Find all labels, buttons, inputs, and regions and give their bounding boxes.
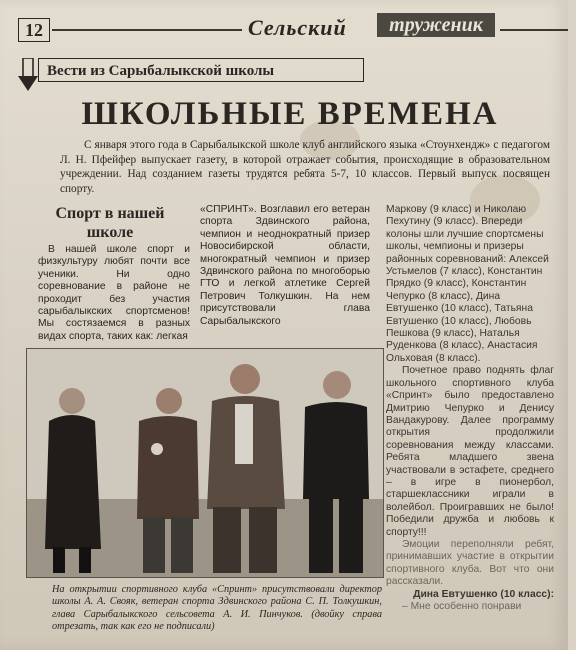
news-photo: [26, 348, 384, 578]
page-number: 12: [18, 18, 50, 42]
column-3-paragraph: Эмоции переполняли ребят, принимавших участие в открытии спортивного клуба. Вот что они рассказали.: [386, 538, 554, 588]
column-3-list: Маркову (9 класс) и Николаю Пехутину (9 класс). Впереди колоны шли лучшие спортсмены школы, чемпионы и призеры районных соревнований: Алексей Устьмелов (7 класс), Константин Прядко (9 класс), Константин Чепурко (8 класс), Дина Евтушенко (10 класс), Татьяна Евтушенко (10 класс), Любовь Пешкова (9 класс), Наталья Руденкова (8 класс), Анастасия Ольховая (8 класс).: [386, 204, 549, 364]
column-2-text: «СПРИНТ». Возглавил его ветеран спорта Здвинского района, чемпион и неоднократный призер Новосибирской области, многократный чемпион и призер Здвинского района по многоборью ГТО и легкой атлетике Сергей Петрович Толкушкин. На нем присутствовали глава Сарыбалыкского: [200, 204, 370, 327]
section-title: Вести из Сарыбалыкской школы: [38, 58, 364, 82]
column-1-text: В нашей школе спорт и физкультуру любят почти все ученики. Ни одно соревнование в районе не проходит без участия сарыбалыкских спортсменов! Мы состязаемся в разных видах спорта, таких как: легкая: [38, 244, 190, 342]
sub-headline: Спорт в нашей школе: [55, 205, 165, 241]
column-3-paragraph: Почетное право поднять флаг школьного спортивного клуба «Спринт» было предоставлено Дмитрию Чепурко и Денису Вандакурову. Далее программу открытия продолжили соревнования между классами. Ребята младшего звена участвовали в эстафете, среднего – в игре в пионербол, старшеклассники играли в волейбол. Проигравших не было! Победили дружба и любовь к спорту!!!: [386, 365, 554, 538]
article-headline: ШКОЛЬНЫЕ ВРЕМЕНА: [81, 96, 499, 132]
column-3-tail: – Мне особенно понрави: [402, 601, 522, 612]
down-arrow-icon: [18, 58, 38, 92]
masthead-title-right: труженик: [377, 13, 495, 37]
header-rule: [52, 29, 242, 31]
quote-author: Дина Евтушенко (10 класс):: [413, 588, 554, 600]
photo-caption: На открытии спортивного клуба «Спринт» присутствовали директор школы А. А. Свояк, ветеран спорта Здвинского района С. П. Толкушкин, глава Сарыбалыкского сельсовета А. И. Пинчуков. (двойку справа отрезать, так как его не подписали): [52, 584, 382, 632]
column-3: [386, 204, 554, 613]
photo-illustration: [27, 349, 383, 577]
masthead-title-left: Сельский: [248, 15, 347, 40]
article-lead: С января этого года в Сарыбалыкской школе клуб английского языка «Стоунхендж» с педагогом Л. Н. Пфейфер выпускает газету, в которой отражает события, происходящие в образовательном учреждении. Над созданием газеты трудятся ребята 5-7, 10 классов. Первый выпуск посвящен спорту.: [60, 139, 550, 195]
header-rule-right: [500, 29, 568, 31]
